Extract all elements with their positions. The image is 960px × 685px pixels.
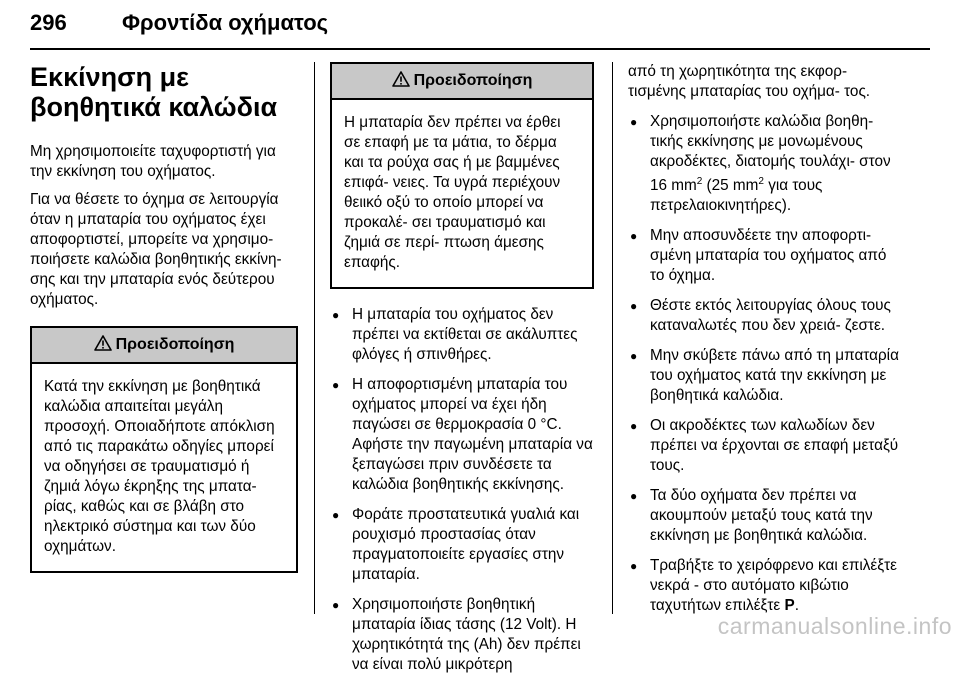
warning-text: Κατά την εκκίνηση με βοηθητικά καλώδια απαιτείται μεγάλη προσοχή. Οποιαδήποτε απόκλιση από τις παρακάτω οδηγίες μπορεί να οδηγήσει σε τραυματισμό ή ζημιά λόγω έκρηξης της μπατα- ρίας, καθώς και σε βλάβη στο ηλεκτρικό σύστημα και των δύο οχημάτων. [44, 378, 275, 555]
list-item: ● Τα δύο οχήματα δεν πρέπει να ακουμπούν μεταξύ τους κατά την εκκίνηση με βοηθητικά καλώδια. [630, 487, 873, 545]
warning-label: Προειδοποίηση [115, 336, 235, 353]
warning-triangle-icon [392, 71, 410, 92]
warning-box [330, 62, 594, 289]
bullet-icon: ● [332, 308, 340, 322]
warning-text: Η μπαταρία δεν πρέπει να έρθει σε επαφή με τα μάτια, το δέρμα και τα ρούχα σας ή με βαμμένες επιφά- νειες. Τα υγρά περιέχουν θειικό οξύ το οποίο μπορεί να προκαλέ- σει τραυματισμό και ζημιά σε περί- πτωση άμεσης επαφής. [344, 114, 561, 271]
continuation-text: από τη χωρητικότητα της εκφορ- τισμένης μπαταρίας του οχήμα- τος. [628, 63, 871, 100]
chapter-title: Φροντίδα οχήματος [122, 10, 329, 35]
list-item: ● Θέστε εκτός λειτουργίας όλους τους καταναλωτές που δεν χρειά- ζεστε. [630, 297, 891, 335]
column-1 [30, 62, 298, 573]
bullet-list [628, 112, 900, 616]
list-item: ● Χρησιμοποιήστε καλώδια βοηθη- τικής εκκίνησης με μονωμένους ακροδέκτες, διατομής τουλάχι- στον 16 $mm^2$ (25 $mm^2$ για τους πετρελαιοκινητήρες). [630, 113, 891, 215]
page-header [30, 2, 930, 54]
list-item: ● Χρησιμοποιήστε βοηθητική μπαταρία ίδιας τάσης (12 Volt). Η χωρητικότητά της (Ah) δεν πρέπει να είναι πολύ μικρότερη [332, 596, 581, 673]
bullet-icon: ● [332, 378, 340, 392]
section-title: Εκκίνηση με βοηθητικά καλώδια [30, 62, 278, 122]
warning-triangle-icon [94, 335, 112, 356]
bullet-list [330, 305, 594, 675]
bullet-icon: ● [630, 229, 638, 244]
column-divider [314, 62, 315, 614]
warning-label: Προειδοποίηση [413, 72, 533, 89]
page-number: 296 [30, 10, 67, 35]
warning-header [332, 64, 592, 100]
list-item: ● Μην σκύβετε πάνω από τη μπαταρία του οχήματος κατά την εκκίνηση με βοηθητικά καλώδια. [630, 347, 899, 405]
column-divider [612, 62, 613, 614]
warning-box [30, 326, 298, 573]
bullet-icon: ● [630, 299, 638, 314]
column-2 [330, 62, 594, 685]
column-3 [628, 62, 900, 626]
warning-header [32, 328, 296, 364]
intro-paragraph: Μη χρησιμοποιείτε ταχυφορτιστή για την εκκίνηση του οχήματος. [30, 143, 276, 180]
list-item: ● Τραβήξτε το χειρόφρενο και επιλέξτε νεκρά - στο αυτόματο κιβώτιο ταχυτήτων επιλέξτε P. [630, 557, 897, 615]
bullet-icon: ● [332, 598, 340, 612]
list-item: ● Φοράτε προστατευτικά γυαλιά και ρουχισμό προστασίας όταν πραγματοποιείτε εργασίες στην μπαταρία. [332, 506, 580, 583]
instruction-paragraph: Για να θέσετε το όχημα σε λειτουργία όταν η μπαταρία του οχήματος έχει αποφορτιστεί, μπορείτε να χρησιμο- ποιήσετε καλώδια βοηθητικής εκκίνη- σης και την μπαταρία ενός δεύτερου οχήματος. [30, 191, 282, 308]
list-item: ● Η μπαταρία του οχήματος δεν πρέπει να εκτίθεται σε ακάλυπτες φλόγες ή σπινθήρες. [332, 306, 578, 363]
header-divider [30, 48, 930, 50]
bullet-icon: ● [332, 508, 340, 522]
watermark: carmanualsonline.info [717, 613, 952, 639]
bullet-icon: ● [630, 349, 638, 364]
list-item: ● Η αποφορτισμένη μπαταρία του οχήματος μπορεί να έχει ήδη παγώσει σε θερμοκρασία 0 °C. Αφήστε την παγωμένη μπαταρία να ξεπαγώσει πριν συνδέσετε τα καλώδια βοηθητικής εκκίνησης. [332, 376, 593, 493]
bullet-icon: ● [630, 115, 638, 129]
list-item: ● Οι ακροδέκτες των καλωδίων δεν πρέπει να έρχονται σε επαφή μεταξύ τους. [630, 417, 899, 475]
list-item: ● Μην αποσυνδέετε την αποφορτι- σμένη μπαταρία του οχήματος από το όχημα. [630, 227, 887, 285]
bullet-icon: ● [630, 489, 638, 504]
gear-position-p: P [784, 597, 795, 615]
bullet-icon: ● [630, 419, 638, 434]
bullet-icon: ● [630, 559, 638, 574]
